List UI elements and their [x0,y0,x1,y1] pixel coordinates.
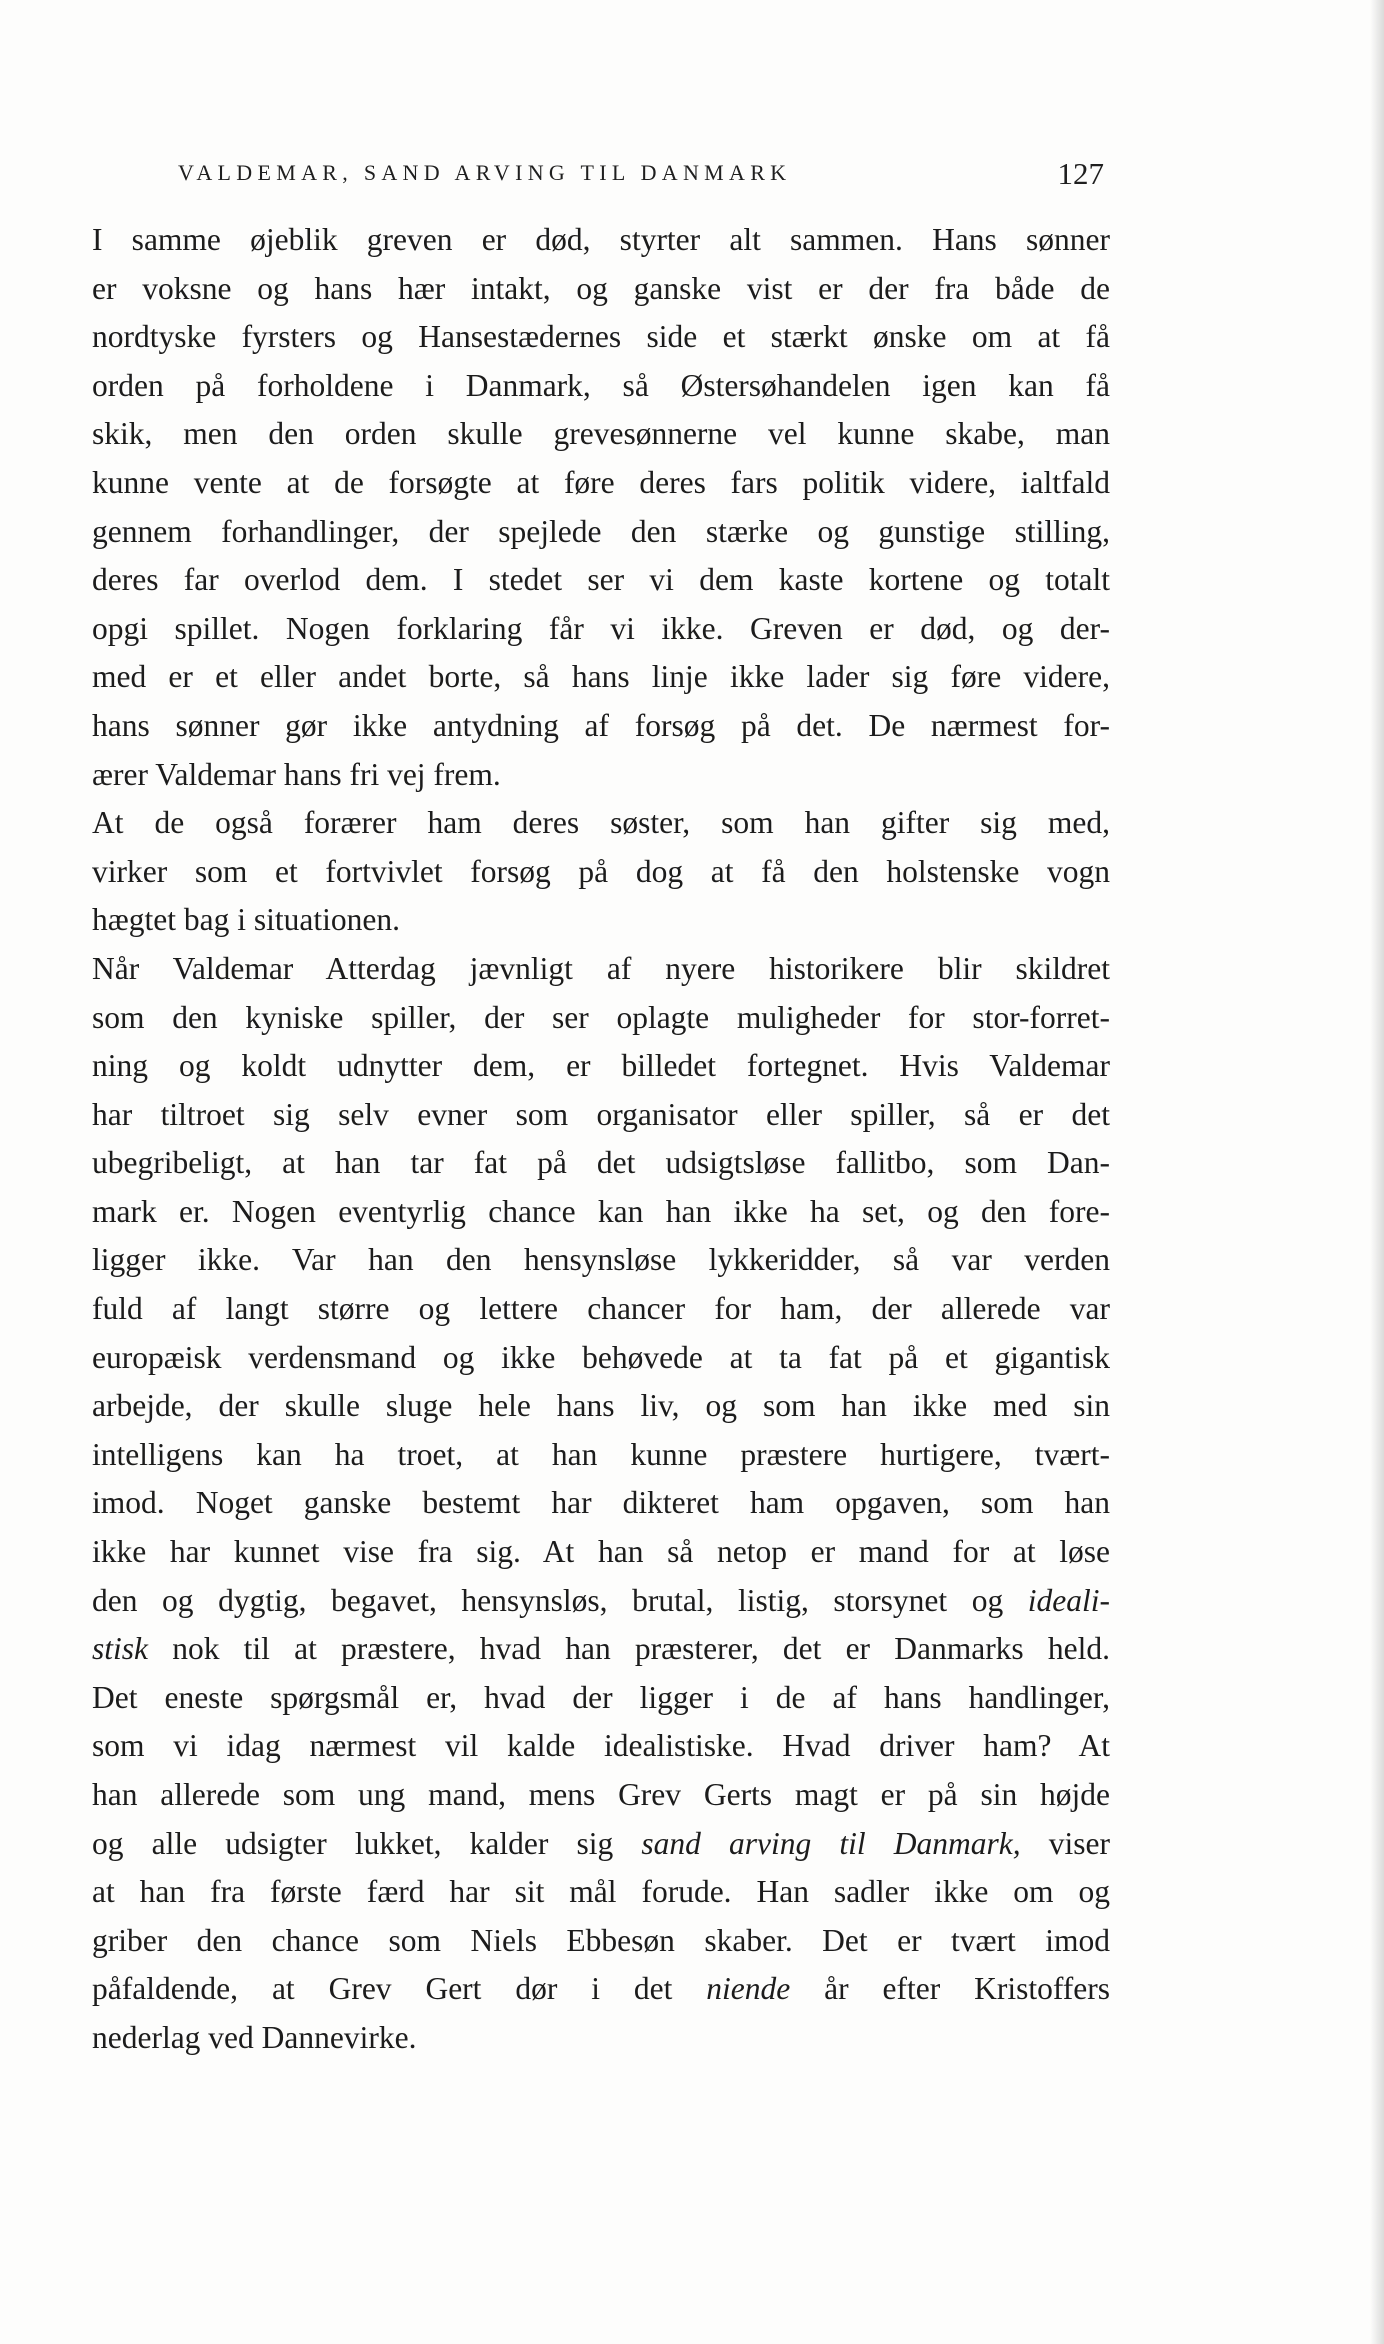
italic-text: niende [706,1971,791,2007]
text-line: griber den chance som Niels Ebbesøn skaber. Det er tvært imod [92,1922,1110,1958]
text-line: nordtyske fyrsters og Hansestædernes side et stærkt ønske om at få [92,319,1110,355]
body-text [92,216,1110,2063]
text-line: skik, men den orden skulle grevesønnerne vel kunne skabe, man [92,416,1110,452]
text-line: ligger ikke. Var han den hensynsløse lykkeridder, så var verden [92,1242,1110,1278]
text-line: arbejde, der skulle sluge hele hans liv, og som han ikke med sin [92,1388,1110,1424]
text-segment: nok til at præstere, hvad han præsterer, det er Danmarks held. [148,1631,1110,1667]
text-line: europæisk verdensmand og ikke behøvede at ta fat på et gigantisk [92,1339,1110,1375]
text-line: gennem forhandlinger, der spejlede den stærke og gunstige stilling, [92,513,1110,549]
text-line: ærer Valdemar hans fri vej frem. [92,756,501,792]
text-line: imod. Noget ganske bestemt har dikteret ham opgaven, som han [92,1485,1110,1521]
italic-text: ideali- [1027,1582,1110,1618]
text-line: orden på forholdene i Danmark, så Østersøhandelen igen kan få [92,367,1110,403]
text-line [92,1820,1110,1869]
text-line: nederlag ved Dannevirke. [92,2019,417,2055]
italic-text: stisk [92,1631,149,1667]
text-line: ning og koldt udnytter dem, er billedet fortegnet. Hvis Valdemar [92,1048,1110,1084]
running-head [174,156,1108,196]
text-line [92,1965,1110,2014]
text-segment: viser [1020,1825,1110,1861]
text-line: er voksne og hans hær intakt, og ganske vist er der fra både de [92,270,1110,306]
text-line: ikke har kunnet vise fra sig. At han så netop er mand for at løse [92,1534,1110,1570]
text-line [92,1625,1110,1674]
text-line: virker som et fortvivlet forsøg på dog at få den holstenske vogn [92,853,1110,889]
text-line: mark er. Nogen eventyrlig chance kan han ikke ha set, og den fore- [92,1193,1110,1229]
text-segment: påfaldende, at Grev Gert dør i det [92,1971,707,2007]
text-line: hægtet bag i situationen. [92,902,400,938]
text-line: fuld af langt større og lettere chancer for ham, der allerede var [92,1291,1110,1327]
text-line: som vi idag nærmest vil kalde idealistiske. Hvad driver ham? At [92,1728,1110,1764]
text-line: med er et eller andet borte, så hans linje ikke lader sig føre videre, [92,659,1110,695]
text-line: at han fra første færd har sit mål forude. Han sadler ikke om og [92,1874,1110,1910]
text-segment: den og dygtig, begavet, hensynsløs, brutal, listig, storsynet og [92,1582,1028,1618]
text-line: I samme øjeblik greven er død, styrter alt sammen. Hans sønner [92,222,1110,257]
running-title: VALDEMAR, SAND ARVING TIL DANMARK [178,160,792,185]
page-edge-shadow [1370,0,1384,2344]
page-number: 127 [1057,156,1104,191]
text-segment: år efter Kristoffers [790,1971,1110,2007]
text-line: ubegribeligt, at han tar fat på det udsigtsløse fallitbo, som Dan- [92,1145,1110,1181]
text-line: Det eneste spørgsmål er, hvad der ligger i de af hans handlinger, [92,1679,1110,1715]
text-line: kunne vente at de forsøgte at føre deres fars politik videre, ialtfald [92,464,1110,500]
text-line: har tiltroet sig selv evner som organisator eller spiller, så er det [92,1096,1110,1132]
text-line: som den kyniske spiller, der ser oplagte muligheder for stor-forret- [92,999,1110,1035]
text-line: han allerede som ung mand, mens Grev Gerts magt er på sin højde [92,1777,1110,1812]
text-line: Når Valdemar Atterdag jævnligt af nyere historikere blir skildret [92,950,1110,986]
text-line: hans sønner gør ikke antydning af forsøg på det. De nærmest for- [92,707,1110,743]
text-line: intelligens kan ha troet, at han kunne præstere hurtigere, tvært- [92,1436,1110,1472]
text-line: opgi spillet. Nogen forklaring får vi ikke. Greven er død, og der- [92,610,1110,646]
text-segment: og alle udsigter lukket, kalder sig [92,1825,642,1861]
text-line [92,1577,1110,1626]
italic-text: sand arving til Danmark, [641,1825,1021,1861]
text-line: At de også forærer ham deres søster, som han gifter sig med, [92,805,1110,841]
text-line: deres far overlod dem. I stedet ser vi dem kaste kortene og totalt [92,562,1110,598]
